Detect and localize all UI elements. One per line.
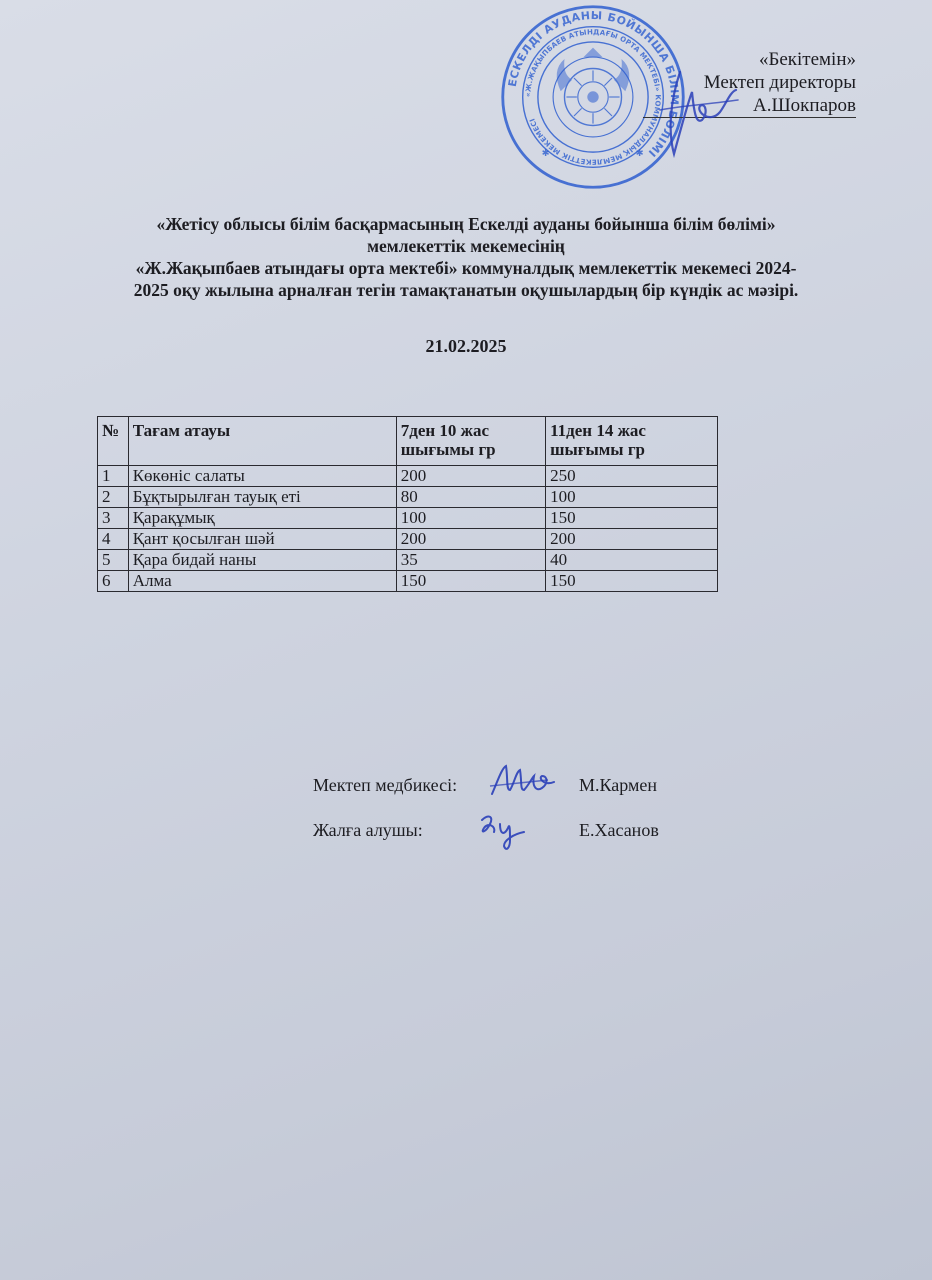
document-date: 21.02.2025 (425, 336, 507, 356)
heading-line-1: «Жетісу облысы білім басқармасының Ескелді ауданы бойынша білім бөлімі» (156, 214, 776, 234)
table-row (98, 571, 718, 592)
header-age-11-14-line2: шығымы гр (550, 440, 645, 459)
table-row (98, 529, 718, 550)
header-age-7-10-line1: 7ден 10 жас (400, 421, 490, 440)
nurse-label: Мектеп медбикесі: (313, 775, 458, 795)
table-row (98, 550, 718, 571)
cell-no: 6 (98, 571, 129, 592)
cell-age-11-14: 250 (546, 466, 718, 487)
cell-age-7-10: 80 (396, 487, 545, 508)
heading-line-3: «Ж.Жақыпбаев атындағы орта мектебі» коммуналдық мемлекеттік мекемесі 2024- (135, 258, 797, 278)
cell-no: 4 (98, 529, 129, 550)
cell-age-11-14: 150 (546, 571, 718, 592)
approval-title: «Бекітемін» (758, 49, 856, 70)
document-heading (40, 213, 892, 301)
director-signature-icon (640, 62, 740, 162)
cell-name: Бұқтырылған тауық еті (128, 487, 396, 508)
cell-age-7-10: 200 (396, 529, 545, 550)
cell-no: 1 (98, 466, 129, 487)
cell-age-7-10: 100 (396, 508, 545, 529)
heading-line-2: мемлекеттік мекемесінің (367, 236, 565, 256)
cell-age-11-14: 200 (546, 529, 718, 550)
cell-no: 5 (98, 550, 129, 571)
tenant-label: Жалға алушы: (313, 820, 423, 840)
cell-age-7-10: 200 (396, 466, 545, 487)
cell-age-11-14: 150 (546, 508, 718, 529)
tenant-name: Е.Хасанов (579, 820, 659, 840)
cell-name: Көкөніс салаты (128, 466, 396, 487)
table-row (98, 466, 718, 487)
cell-no: 3 (98, 508, 129, 529)
menu-table (97, 416, 718, 592)
tenant-signature-icon (474, 806, 534, 854)
header-age-7-10 (396, 417, 545, 466)
table-row (98, 508, 718, 529)
cell-name: Қарақұмық (128, 508, 396, 529)
director-name: А.Шокпаров (643, 94, 856, 118)
svg-text:✱: ✱ (541, 147, 550, 159)
cell-age-11-14: 100 (546, 487, 718, 508)
nurse-signature-icon (488, 760, 560, 804)
table-row (98, 487, 718, 508)
header-name: Тағам атауы (128, 417, 396, 466)
header-age-11-14-line1: 11ден 14 жас (550, 421, 646, 440)
cell-name: Қара бидай наны (128, 550, 396, 571)
approval-position: Мектеп директоры (703, 72, 856, 93)
cell-age-7-10: 150 (396, 571, 545, 592)
nurse-name: М.Кармен (579, 775, 658, 795)
header-age-7-10-line2: шығымы гр (400, 440, 496, 459)
header-no: № (98, 417, 129, 466)
cell-no: 2 (98, 487, 129, 508)
header-age-11-14 (546, 417, 718, 466)
svg-text:✱: ✱ (635, 147, 644, 159)
heading-line-4: 2025 оқу жылына арналған тегін тамақтанатын оқушылардың бір күндік ас мәзірі. (133, 280, 799, 300)
cell-name: Қант қосылған шәй (128, 529, 396, 550)
stamp-inner-text: «Ж.ЖАҚЫПБАЕВ АТЫНДАҒЫ ОРТА МЕКТЕБІ» КОММУНАЛДЫҚ МЕМЛЕКЕТТІК МЕКЕМЕСІ (523, 27, 663, 167)
cell-age-11-14: 40 (546, 550, 718, 571)
cell-age-7-10: 35 (396, 550, 545, 571)
stamp-outer-text: ЕСКЕЛДІ АУДАНЫ БОЙЫНША БІЛІМ БӨЛІМІ (505, 8, 682, 160)
table-header-row (98, 417, 718, 466)
cell-name: Алма (128, 571, 396, 592)
